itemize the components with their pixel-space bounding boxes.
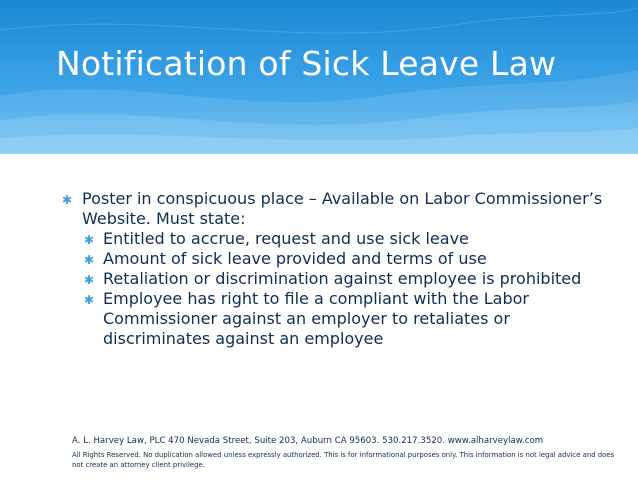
asterisk-icon: ✱ bbox=[84, 273, 95, 287]
footer-contact: A. L. Harvey Law, PLC 470 Nevada Street, Suite 203, Auburn CA 95603. 530.217.3520. www.alharveylaw.com bbox=[72, 436, 544, 446]
main-bullet-text: Poster in conspicuous place – Available on Labor Commissioner’s Website. Must state: bbox=[82, 189, 603, 228]
bullet-list bbox=[62, 189, 622, 349]
main-bullet bbox=[62, 189, 622, 229]
sub-bullet bbox=[84, 269, 622, 289]
footer bbox=[72, 436, 620, 470]
sub-bullet bbox=[84, 249, 622, 269]
slide-title: Notification of Sick Leave Law bbox=[56, 44, 557, 83]
sub-bullet bbox=[84, 229, 622, 249]
asterisk-icon: ✱ bbox=[62, 193, 73, 207]
sub-bullet-text: Employee has right to file a compliant with the Labor Commissioner against an employer to retaliates or discriminates against an employee bbox=[103, 289, 530, 348]
title-banner bbox=[0, 0, 638, 154]
sub-bullet-text: Entitled to accrue, request and use sick leave bbox=[103, 229, 469, 248]
sub-bullet-list bbox=[84, 229, 622, 349]
sub-bullet-text: Amount of sick leave provided and terms of use bbox=[103, 249, 487, 268]
asterisk-icon: ✱ bbox=[84, 293, 95, 307]
sub-bullet-text: Retaliation or discrimination against employee is prohibited bbox=[103, 269, 582, 288]
asterisk-icon: ✱ bbox=[84, 253, 95, 267]
footer-disclaimer: All Rights Reserved. No duplication allowed unless expressly authorized. This is for informational purposes only. This information is not legal advice and does not create an attorney client privilege. bbox=[72, 451, 615, 469]
asterisk-icon: ✱ bbox=[84, 233, 95, 247]
sub-bullet bbox=[84, 289, 622, 349]
